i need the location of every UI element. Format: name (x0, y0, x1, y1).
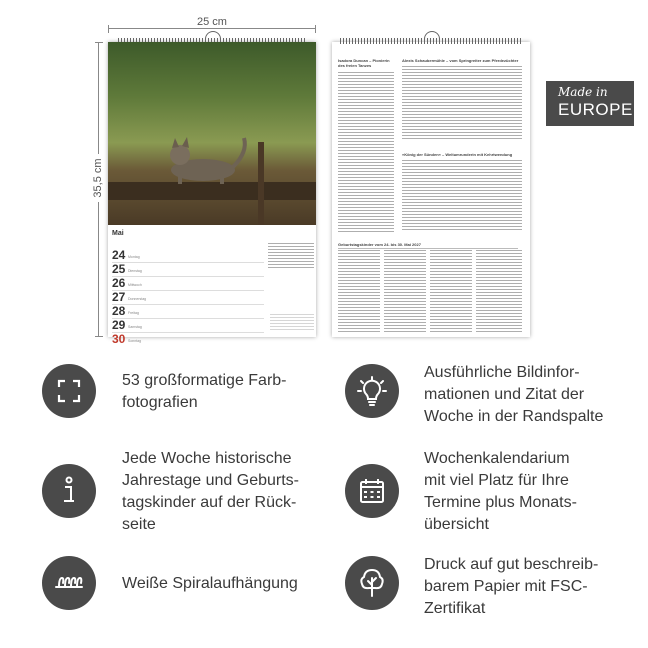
day-label: Freitag (128, 311, 139, 315)
day-number: 27 (112, 290, 126, 304)
day-label: Mittwoch (128, 283, 142, 287)
made-in-europe-badge (546, 81, 634, 126)
spiral-icon (42, 556, 96, 610)
day-row-sunday (112, 332, 264, 346)
width-dimension-label: 25 cm (180, 16, 244, 28)
badge-line-2: EUROPE (558, 100, 633, 119)
birthdays-col-4 (476, 250, 522, 332)
day-number: 26 (112, 276, 126, 290)
birthdays-col-3 (430, 250, 472, 332)
feature-text-spiral: Weiße Spiralaufhängung (122, 575, 298, 592)
width-dimension-line (108, 28, 316, 29)
day-label: Dienstag (128, 269, 142, 273)
back-hanger-hook (424, 31, 440, 40)
day-row (112, 248, 264, 263)
back-right-column-2 (402, 160, 522, 230)
badge-line-1: Made in (558, 85, 608, 99)
feature-text-paper: Druck auf gut beschreib- barem Papier mit FSC- Zertifikat (424, 556, 599, 617)
height-dimension-label: 35,5 cm (92, 154, 104, 202)
cat-photo (108, 42, 316, 225)
day-number: 24 (112, 248, 126, 262)
day-label: Donnerstag (128, 297, 147, 301)
feature-text-photos: 53 großformatige Farb- fotografien (122, 372, 287, 411)
back-right-column (402, 66, 522, 140)
day-label: Montag (128, 255, 140, 259)
back-left-heading: Isadora Duncan – Pionierin des freien Tanzes (338, 58, 390, 68)
back-left-column (338, 72, 394, 232)
front-hanger-hook (205, 31, 221, 40)
info-icon (42, 464, 96, 518)
birthdays-heading: Geburtstagskinder vom 24. bis 30. Mai 2027 (338, 242, 518, 249)
calendar-icon (345, 464, 399, 518)
day-number: 28 (112, 304, 126, 318)
day-row (112, 262, 264, 277)
birthdays-col-1 (338, 250, 380, 332)
tree-icon (345, 556, 399, 610)
birthdays-col-2 (384, 250, 426, 332)
day-label: Sonntag (128, 339, 142, 343)
month-header (112, 230, 124, 237)
lightbulb-icon (345, 364, 399, 418)
day-row (112, 290, 264, 305)
day-label: Samstag (128, 325, 142, 329)
day-row (112, 304, 264, 319)
feature-text-history: Jede Woche historische Jahrestage und Geburts- tagskinder auf der Rück- seite (122, 450, 299, 533)
back-right-heading-2: »König der Sünden« – Weltumrunderin mit Kehrtwendung (402, 152, 513, 157)
mini-month-calendar (270, 312, 314, 330)
feature-text-info: Ausführliche Bildinfor- mationen und Zitat der Woche in der Randspalte (424, 364, 604, 425)
day-number: 30 (112, 332, 126, 346)
back-right-heading: Alexis Schaubermühle – vom Springreiter zum Pferdezüchter (402, 58, 519, 63)
feature-text-calendar: Wochenkalendarium mit viel Platz für Ihre Termine plus Monats- übersicht (424, 450, 577, 533)
quote-sidebar (268, 243, 314, 269)
day-row (112, 276, 264, 291)
fullscreen-icon (42, 364, 96, 418)
day-number: 25 (112, 262, 126, 276)
day-number: 29 (112, 318, 126, 332)
day-row (112, 318, 264, 333)
month-name: Mai (112, 230, 124, 237)
